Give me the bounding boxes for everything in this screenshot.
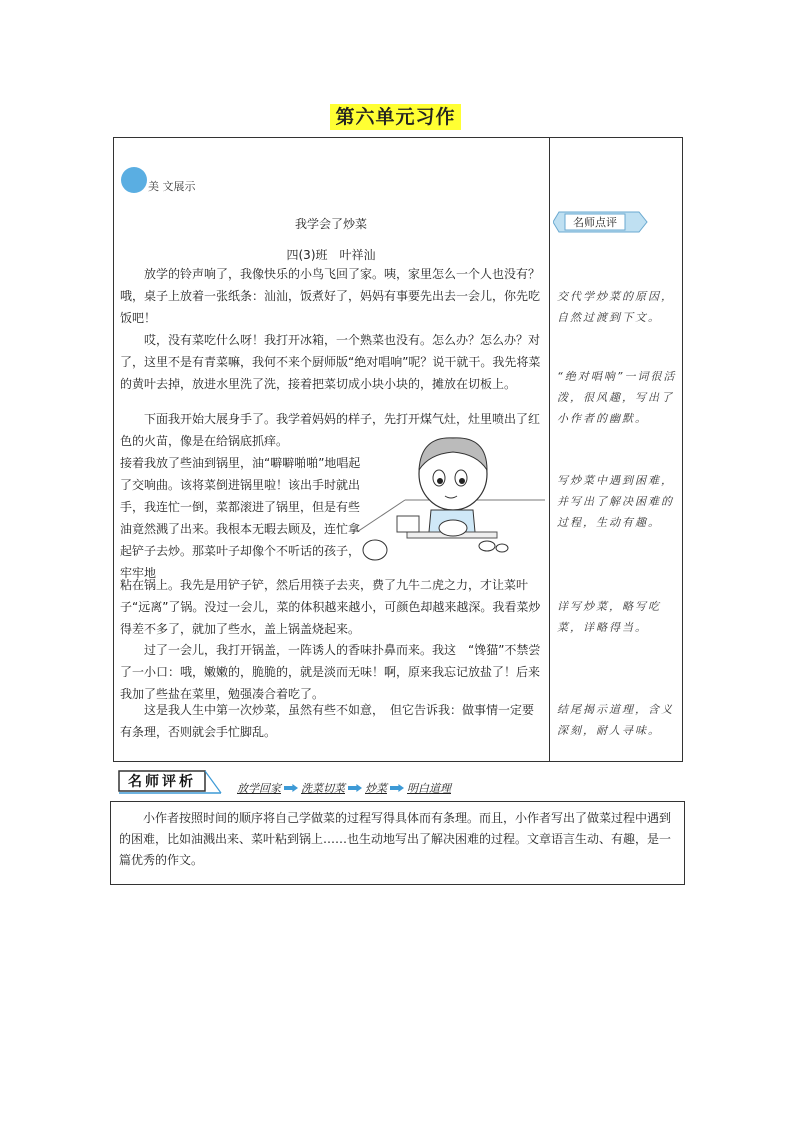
margin-comment: 交代学炒菜的原因，自然过渡到下文。 [557, 290, 674, 324]
essay-paragraph: 放学的铃声响了，我像快乐的小鸟飞回了家。咦，家里怎么一个人也没有？哦，桌子上放着一张纸条：汕汕，饭煮好了，妈妈有事要先出去一会儿，你先吃饭吧！ [120, 267, 541, 325]
section-badge-icon [121, 167, 147, 193]
margin-comment: “绝对唱响”一词很活泼，很风趣，写出了小作者的幽默。 [557, 370, 677, 425]
review-text: 小作者按照时间的顺序将自己学做菜的过程写得具体而有条理。而且，小作者写出了做菜过程中遇到的困难，比如油溅出来、菜叶粘到锅上……也生动地写出了解决困难的过程。文章语言生动、有趣，是一篇优秀的作文。 [119, 811, 672, 867]
section-badge-label: 美 文展示 [148, 180, 196, 193]
comment-tag [553, 210, 649, 234]
essay-paragraph: 这是我人生中第一次炒菜，虽然有些不如意， 但它告诉我：做事情一定要有条理，否则就会手忙脚乱。 [120, 703, 535, 739]
margin-comment: 结尾揭示道理，含义深刻，耐人寻味。 [557, 703, 674, 737]
column-divider [549, 137, 550, 762]
essay-paragraph: 哎，没有菜吃什么呀！我打开冰箱，一个熟菜也没有。怎么办？怎么办？对了，这里不是有青菜嘛，我何不来个厨师版“绝对唱响”呢？说干就干。我先将菜的黄叶去掉，放进水里洗了洗，接着把菜切成小块小块的，摊放在切板上。 [120, 333, 541, 391]
boy-cooking-illustration [357, 432, 545, 568]
essay-paragraph: 过了一会儿，我打开锅盖，一阵诱人的香味扑鼻而来。我这 “馋猫”不禁尝了一小口：哦，嫩嫩的，脆脆的，就是淡而无味！啊，原来我忘记放盐了！后来我加了些盐在菜里，勉强凑合着吃了。 [120, 643, 541, 701]
structure-flow [236, 780, 452, 796]
review-box [110, 801, 685, 885]
review-tag [117, 769, 227, 795]
flow-step: 炒菜 [365, 782, 387, 795]
margin-comment: 写炒菜中遇到困难，并写出了解决困难的过程，生动有趣。 [557, 474, 674, 529]
review-tag-label: 名师评析 [128, 774, 196, 790]
arrow-right-icon [390, 784, 404, 792]
arrow-right-icon [348, 784, 362, 792]
flow-step: 放学回家 [237, 782, 281, 795]
arrow-right-icon [284, 784, 298, 792]
essay-paragraph: 下面我开始大展身手了。我学着妈妈的样子，先打开煤气灶，灶里喷出了红色的火苗，像是在给锅底抓痒。 [120, 412, 541, 448]
essay-paragraph: 接着我放了些油到锅里，油“噼噼啪啪”地唱起了交响曲。该将菜倒进锅里啦！该出手时就出手，我连忙一倒，菜都滚进了锅里，但是有些油竟然溅了出来。我根本无暇去顾及，连忙拿起铲子去炒。那菜叶子却像个不听话的孩子，牢牢地 [120, 456, 361, 580]
page-title: 第六单元习作 [330, 104, 461, 130]
essay-title: 我学会了炒菜 [294, 217, 367, 231]
margin-comment: 详写炒菜，略写吃菜，详略得当。 [557, 600, 661, 634]
flow-step: 明白道理 [407, 782, 451, 795]
comment-tag-label: 名师点评 [573, 216, 617, 229]
flow-step: 洗菜切菜 [301, 782, 345, 795]
essay-paragraph: 粘在锅上。我先是用铲子铲，然后用筷子去夹，费了九牛二虎之力，才让菜叶子“远离”了锅。没过一会儿，菜的体积越来越小，可颜色却越来越深。我看菜炒得差不多了，就加了些水，盖上锅盖烧起来。 [120, 578, 541, 636]
essay-author: 四(3)班 叶祥汕 [286, 248, 376, 262]
